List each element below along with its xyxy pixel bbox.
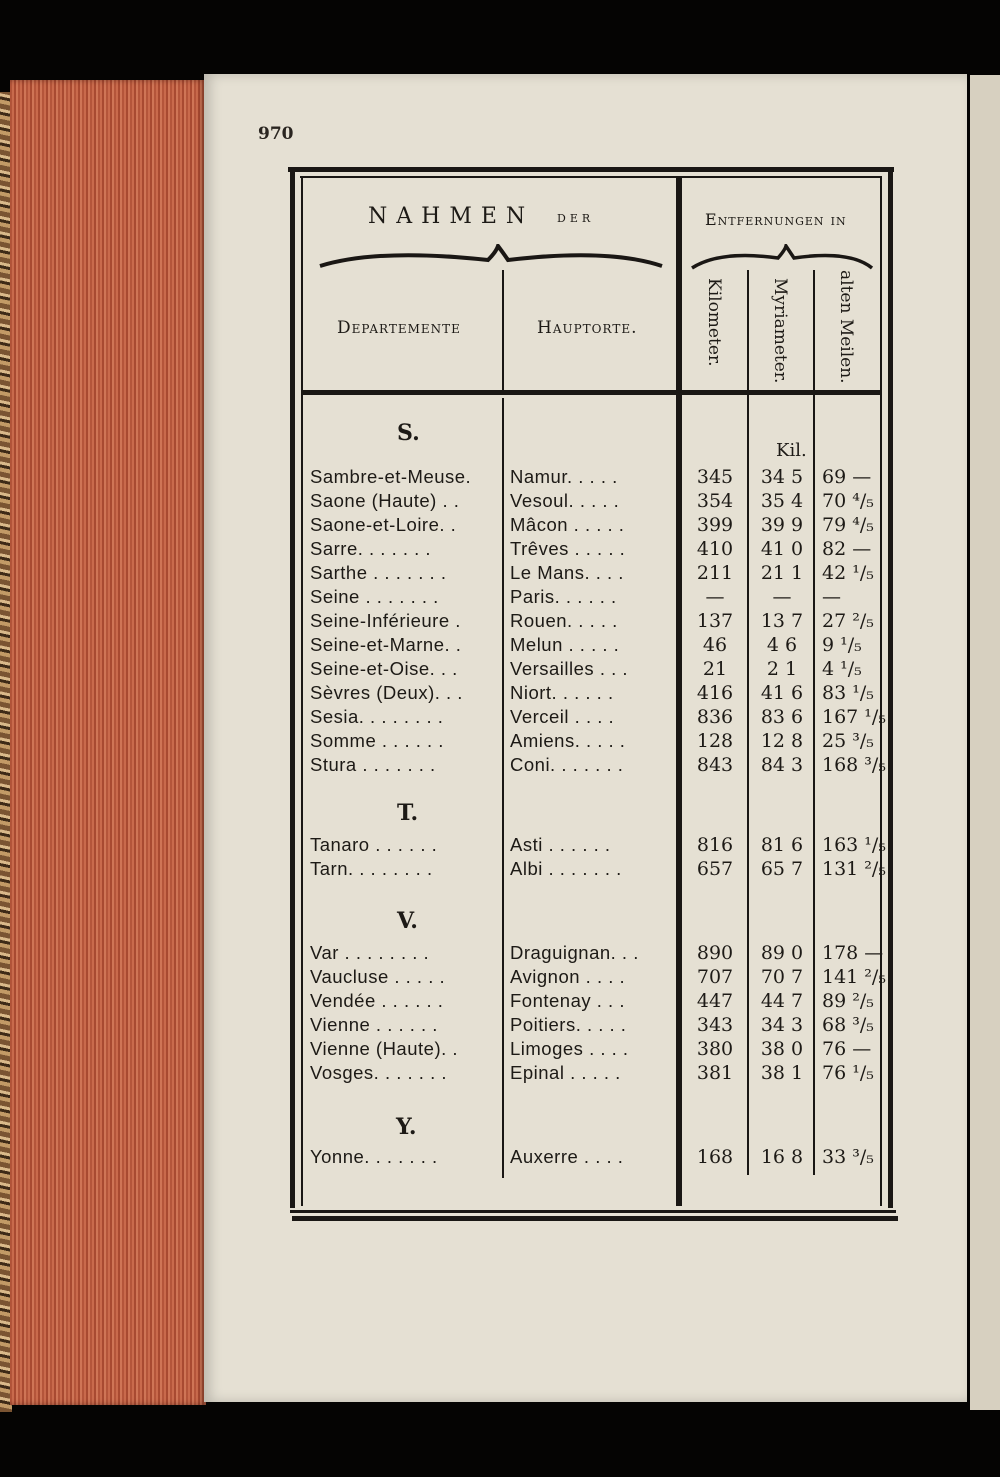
distance-kilometer: 343 (696, 1014, 734, 1036)
distance-miles: 76 ¹/₅ (822, 1062, 874, 1084)
distance-kilometer: 137 (696, 610, 734, 632)
distance-miles: 4 ¹/₅ (822, 658, 862, 680)
page-number: 970 (258, 124, 294, 144)
capital-name: Avignon . . . . (510, 966, 626, 987)
capital-name: Trêves . . . . . (510, 538, 626, 559)
distance-kilometer: 836 (696, 706, 734, 728)
capital-name: Vesoul. . . . . (510, 490, 620, 511)
distance-myriameter: 83 6 (760, 706, 804, 728)
distance-kilometer: 843 (696, 754, 734, 776)
divider-km-myr (747, 270, 749, 1175)
capital-name: Paris. . . . . . (510, 586, 617, 607)
distance-miles: 167 ¹/₅ (822, 706, 886, 728)
department-name: Yonne. . . . . . . (310, 1146, 438, 1167)
section-letter: S. (397, 420, 420, 446)
distance-myriameter: 65 7 (760, 858, 804, 880)
distance-kilometer: 354 (696, 490, 734, 512)
department-name: Vienne (Haute). . (310, 1038, 459, 1059)
capital-name: Rouen. . . . . (510, 610, 618, 631)
divider-names-distances (676, 178, 682, 1206)
department-name: Somme . . . . . . (310, 730, 444, 751)
capital-name: Asti . . . . . . (510, 834, 611, 855)
department-name: Saone-et-Loire. . (310, 514, 457, 535)
distance-myriameter: 41 0 (760, 538, 804, 560)
distance-miles: 69 — (822, 466, 872, 488)
department-name: Seine-et-Marne. . (310, 634, 462, 655)
distance-miles: 163 ¹/₅ (822, 834, 886, 856)
distance-myriameter: 38 0 (760, 1038, 804, 1060)
department-name: Sarthe . . . . . . . (310, 562, 447, 583)
distance-kilometer: — (705, 586, 725, 608)
distance-kilometer: 168 (696, 1146, 734, 1168)
book-page-edges (10, 80, 206, 1405)
table-border-left-inner (301, 176, 303, 1206)
department-name: Sèvres (Deux). . . (310, 682, 463, 703)
table-border-top-inner (300, 176, 882, 178)
distance-kilometer: 657 (696, 858, 734, 880)
next-page-edge (970, 75, 1000, 1410)
distance-miles: 83 ¹/₅ (822, 682, 874, 704)
column-header-kilometer: Kilometer. (704, 278, 724, 367)
table-border-left (290, 168, 295, 1208)
department-name: Sambre-et-Meuse. (310, 466, 472, 487)
distance-miles: 79 ⁴/₅ (822, 514, 874, 536)
department-name: Seine-Inférieure . (310, 610, 461, 631)
distance-miles: 168 ³/₅ (822, 754, 886, 776)
department-name: Tanaro . . . . . . (310, 834, 438, 855)
distance-myriameter: 34 3 (760, 1014, 804, 1036)
distance-myriameter: 44 7 (760, 990, 804, 1012)
table-border-top (288, 167, 894, 172)
distance-myriameter: 35 4 (760, 490, 804, 512)
distance-myriameter: 2 1 (766, 658, 798, 680)
capital-name: Le Mans. . . . (510, 562, 624, 583)
divider-dept-town-body (502, 398, 504, 1178)
distance-miles: 82 — (822, 538, 872, 560)
capital-name: Versailles . . . (510, 658, 629, 679)
distance-myriameter: 70 7 (760, 966, 804, 988)
distance-kilometer: 447 (696, 990, 734, 1012)
distance-myriameter: 13 7 (760, 610, 804, 632)
distance-myriameter: 12 8 (760, 730, 804, 752)
distance-kilometer: 816 (696, 834, 734, 856)
section-letter: Y. (396, 1114, 417, 1140)
capital-name: Auxerre . . . . (510, 1146, 624, 1167)
distance-myriameter: 16 8 (760, 1146, 804, 1168)
header-distances-title: Entfernungen in (705, 210, 847, 229)
section-letter: T. (397, 800, 419, 826)
capital-name: Amiens. . . . . (510, 730, 626, 751)
distance-miles: 25 ³/₅ (822, 730, 874, 752)
department-name: Stura . . . . . . . (310, 754, 436, 775)
capital-name: Namur. . . . . (510, 466, 618, 487)
department-name: Seine-et-Oise. . . (310, 658, 458, 679)
capital-name: Albi . . . . . . . (510, 858, 622, 879)
distance-miles: 68 ³/₅ (822, 1014, 874, 1036)
capital-name: Melun . . . . . (510, 634, 620, 655)
distance-miles: 70 ⁴/₅ (822, 490, 874, 512)
header-title: NAHMEN (368, 204, 535, 229)
table-border-bottom-thick (292, 1216, 898, 1221)
distance-myriameter: 39 9 (760, 514, 804, 536)
table-border-bottom (290, 1210, 896, 1213)
department-name: Saone (Haute) . . (310, 490, 460, 511)
capital-name: Limoges . . . . (510, 1038, 629, 1059)
distance-miles: 141 ²/₅ (822, 966, 886, 988)
distance-miles: 178 — (822, 942, 884, 964)
department-name: Tarn. . . . . . . . (310, 858, 433, 879)
capital-name: Draguignan. . . (510, 942, 639, 963)
capital-name: Poitiers. . . . . (510, 1014, 627, 1035)
distance-myriameter: 81 6 (760, 834, 804, 856)
department-name: Vendée . . . . . . (310, 990, 444, 1011)
distance-myriameter: — (772, 586, 792, 608)
distance-kilometer: 345 (696, 466, 734, 488)
distance-myriameter: 21 1 (760, 562, 804, 584)
distance-miles: 89 ²/₅ (822, 990, 874, 1012)
distance-kilometer: 707 (696, 966, 734, 988)
header-title-small: DER (557, 212, 595, 225)
distance-kilometer: 410 (696, 538, 734, 560)
distance-kilometer: 211 (696, 562, 734, 584)
department-name: Vosges. . . . . . . (310, 1062, 448, 1083)
distance-kilometer: 46 (702, 634, 728, 656)
distance-kilometer: 890 (696, 942, 734, 964)
column-header-capitals: Hauptorte. (537, 318, 638, 338)
department-name: Vienne . . . . . . (310, 1014, 438, 1035)
divider-dept-town (502, 270, 504, 390)
department-name: Sesia. . . . . . . . (310, 706, 444, 727)
distance-kilometer: 380 (696, 1038, 734, 1060)
distance-myriameter: 38 1 (760, 1062, 804, 1084)
capital-name: Epinal . . . . . (510, 1062, 621, 1083)
distance-miles: 131 ²/₅ (822, 858, 886, 880)
distance-kilometer: 21 (702, 658, 728, 680)
unit-note: Kil. (776, 440, 807, 461)
brace-names (318, 244, 664, 274)
department-name: Vaucluse . . . . . (310, 966, 446, 987)
distance-miles: 27 ²/₅ (822, 610, 874, 632)
capital-name: Verceil . . . . (510, 706, 615, 727)
department-name: Var . . . . . . . . (310, 942, 430, 963)
distance-myriameter: 34 5 (760, 466, 804, 488)
distance-kilometer: 128 (696, 730, 734, 752)
distance-miles: 42 ¹/₅ (822, 562, 874, 584)
capital-name: Mâcon . . . . . (510, 514, 625, 535)
column-header-miles: alten Meilen. (836, 270, 856, 384)
distance-miles: — (822, 586, 841, 608)
department-name: Sarre. . . . . . . (310, 538, 432, 559)
distance-myriameter: 84 3 (760, 754, 804, 776)
distance-myriameter: 4 6 (766, 634, 798, 656)
column-header-myriameter: Myriameter. (770, 278, 790, 384)
divider-myr-miles (813, 270, 815, 1175)
distance-myriameter: 89 0 (760, 942, 804, 964)
distance-miles: 33 ³/₅ (822, 1146, 874, 1168)
capital-name: Coni. . . . . . . (510, 754, 624, 775)
table-border-right (888, 168, 893, 1208)
distance-miles: 9 ¹/₅ (822, 634, 862, 656)
capital-name: Fontenay . . . (510, 990, 625, 1011)
distance-kilometer: 416 (696, 682, 734, 704)
capital-name: Niort. . . . . . (510, 682, 614, 703)
distance-myriameter: 41 6 (760, 682, 804, 704)
distance-kilometer: 381 (696, 1062, 734, 1084)
distance-miles: 76 — (822, 1038, 872, 1060)
department-name: Seine . . . . . . . (310, 586, 439, 607)
column-header-departments: Departemente (337, 318, 461, 338)
header-separator (303, 390, 880, 395)
distance-kilometer: 399 (696, 514, 734, 536)
section-letter: V. (397, 908, 418, 934)
